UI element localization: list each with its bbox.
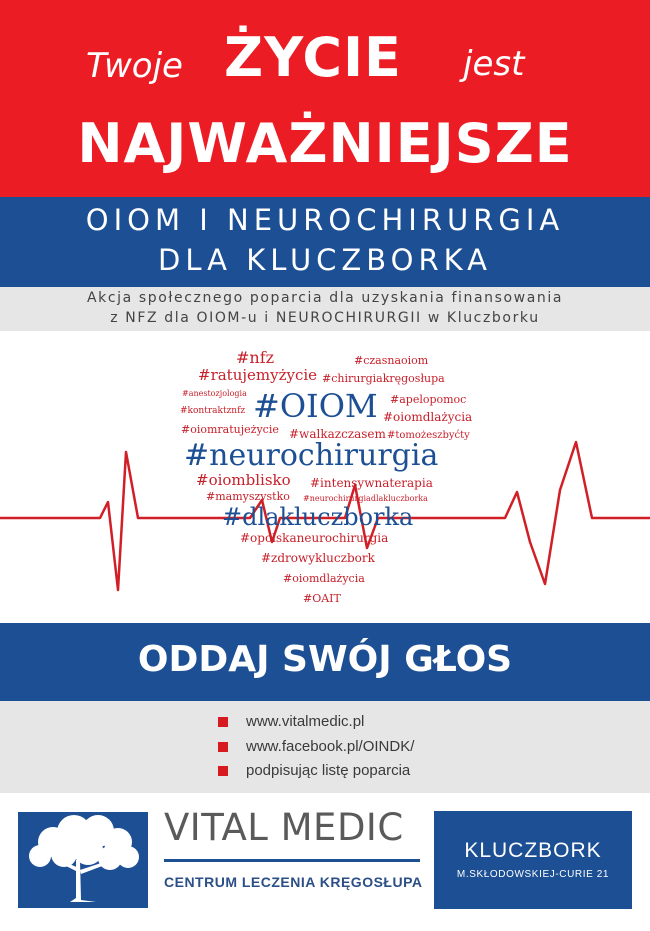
brand-name: VITAL MEDIC	[164, 806, 404, 849]
headline-zycie: ŻYCIE	[224, 26, 402, 89]
bullet-icon	[218, 766, 228, 776]
tag-tomozeszbycty: #tomożeszbyćty	[387, 430, 470, 441]
tag-kontraktznfz: #kontraktznfz	[180, 406, 246, 416]
tag-opolskaneurochirurgia: #opolskaneurochirurgia	[240, 531, 389, 545]
tag-czasnaoiom: #czasnaoiom	[354, 354, 429, 367]
tag-anestozjologia: #anestozjologia	[182, 389, 247, 398]
tag-intensywnaterapia: #intensywnaterapia	[310, 476, 433, 490]
call-to-action-band	[0, 623, 650, 701]
tag-nfz: #nfz	[236, 348, 275, 367]
tag-chirurgiakregoslupa: #chirurgiakręgosłupa	[322, 372, 445, 385]
tag-dlakluczborka: #dlakluczborka	[222, 503, 414, 531]
tree-icon	[18, 812, 148, 908]
bullet-icon	[218, 717, 228, 727]
brand-tagline: CENTRUM LECZENIA KRĘGOSŁUPA	[164, 874, 423, 890]
links-panel	[0, 701, 650, 793]
tag-oait: #OAIT	[303, 592, 341, 605]
petition-text: podpisując listę poparcia	[246, 762, 411, 779]
link-facebook[interactable]: www.facebook.pl/OINDK/	[246, 738, 415, 755]
link-website[interactable]: www.vitalmedic.pl	[246, 713, 365, 730]
tag-apelopomoc: #apelopomoc	[390, 393, 467, 406]
subheading-line2: z NFZ dla OIOM-u i NEUROCHIRURGII w Kluczborku	[110, 310, 540, 326]
tag-oiomratujezycie: #oiomratujeżycie	[181, 423, 279, 436]
bullet-icon	[218, 742, 228, 752]
headline-najwazniejsze: NAJWAŻNIEJSZE	[77, 112, 573, 175]
tag-oiomblisko: #oiomblisko	[196, 471, 291, 489]
tag-walkazczasem: #walkazczasem	[289, 427, 386, 441]
tag-mamyszystko: #mamyszystko	[206, 490, 290, 503]
location-address: M.SKŁODOWSKIEJ-CURIE 21	[456, 869, 610, 880]
header-band	[0, 0, 650, 197]
campaign-title-band	[0, 197, 650, 287]
campaign-title-line1: OIOM I NEUROCHIRURGIA	[85, 203, 565, 237]
tag-ratujemyzycie: #ratujemyżycie	[198, 366, 318, 384]
brand-divider	[164, 859, 420, 862]
tag-oiomdlazycia: #oiomdlażycia	[383, 410, 473, 424]
tag-oiomdlazycia-2: #oiomdlażycia	[283, 572, 365, 585]
call-to-action: ODDAJ SWÓJ GŁOS	[137, 639, 513, 680]
headline-jest: jest	[463, 44, 525, 84]
tag-neurochirurgiadlakluczborka: #neurochirurgiadlakluczborka	[303, 494, 428, 503]
tag-oiom: #OIOM	[253, 387, 378, 425]
subheading	[0, 287, 650, 331]
campaign-title-line2: DLA KLUCZBORKA	[158, 243, 492, 277]
location-city: KLUCZBORK	[464, 839, 602, 862]
tag-neurochirurgia: #neurochirurgia	[184, 438, 439, 473]
subheading-line1: Akcja społecznego poparcia dla uzyskania finansowania	[86, 290, 564, 306]
tag-zdrowykluczbork: #zdrowykluczbork	[261, 551, 375, 565]
headline-twoje: Twoje	[86, 46, 183, 86]
location-box	[434, 811, 632, 909]
